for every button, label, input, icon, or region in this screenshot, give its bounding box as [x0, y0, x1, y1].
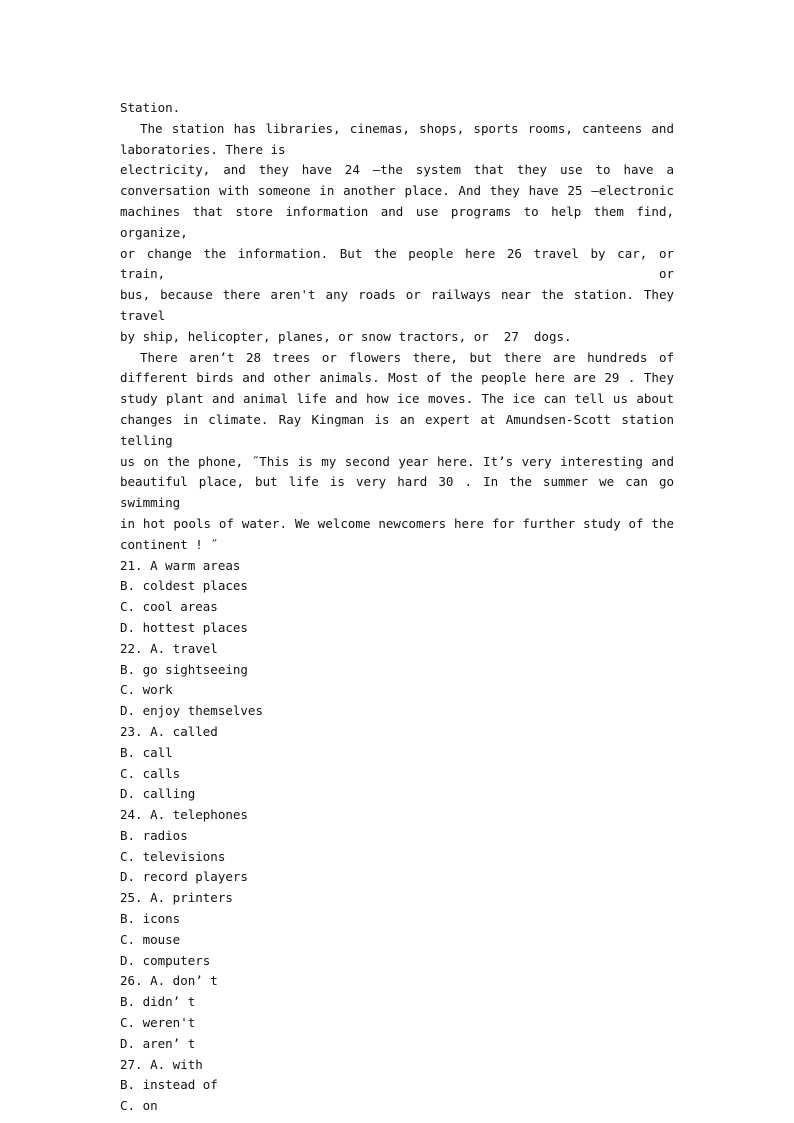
- option-b: B. icons: [120, 911, 181, 927]
- option-b: B. go sightseeing: [120, 661, 248, 677]
- option-c: C. calls: [120, 765, 181, 781]
- option-b: B. call: [120, 744, 173, 760]
- option-c: C. televisions: [120, 848, 226, 864]
- text-line: There aren’t 28 trees or flowers there, but there are hundreds of: [140, 349, 674, 365]
- document-page: [120, 98, 674, 1117]
- option-d: D. calling: [120, 786, 196, 802]
- text-line: changes in climate. Ray Kingman is an expert at Amundsen-Scott station telling: [120, 411, 674, 448]
- option-c: C. work: [120, 682, 173, 698]
- text-line: beautiful place, but life is very hard 30 . In the summer we can go swimming: [120, 474, 674, 511]
- option-c: C. cool areas: [120, 599, 218, 615]
- question-23: [120, 722, 674, 805]
- question-line: 27. A. with: [120, 1056, 203, 1072]
- paragraph-facilities: [120, 119, 674, 348]
- text-line: conversation with someone in another place. And they have 25 —electronic: [120, 183, 674, 199]
- text-line: Station.: [120, 100, 181, 115]
- text-line: electricity, and they have 24 —the system that they use to have a: [120, 162, 674, 178]
- option-c: C. mouse: [120, 931, 181, 947]
- option-b: B. radios: [120, 827, 188, 843]
- text-line: The station has libraries, cinemas, shops, sports rooms, canteens and: [140, 120, 674, 136]
- question-24: [120, 805, 674, 888]
- question-22: [120, 639, 674, 722]
- text-line: study plant and animal life and how ice moves. The ice can tell us about: [120, 391, 674, 407]
- option-b: B. didn’ t: [120, 994, 196, 1010]
- question-line: 24. A. telephones: [120, 807, 248, 823]
- text-line: in hot pools of water. We welcome newcomers here for further study of the: [120, 515, 674, 531]
- question-line: 22. A. travel: [120, 640, 218, 656]
- text-line: continent ! ˝: [120, 536, 218, 552]
- text-line: machines that store information and use programs to help them find, organize,: [120, 203, 674, 240]
- option-b: B. instead of: [120, 1077, 218, 1093]
- question-line: 21. A warm areas: [120, 557, 241, 573]
- question-26: [120, 971, 674, 1054]
- question-line: 23. A. called: [120, 723, 218, 739]
- question-line: 26. A. don’ t: [120, 973, 218, 989]
- option-b: B. coldest places: [120, 578, 248, 594]
- text-line: by ship, helicopter, planes, or snow tractors, or 27 dogs.: [120, 328, 572, 344]
- option-d: D. computers: [120, 952, 211, 968]
- text-line: or change the information. But the people here 26 travel by car, or train, or: [120, 245, 674, 282]
- question-list: [120, 556, 674, 1118]
- question-line: 25. A. printers: [120, 890, 233, 906]
- text-line: bus, because there aren't any roads or railways near the station. They travel: [120, 287, 674, 323]
- text-line: laboratories. There is: [120, 141, 286, 157]
- option-d: D. enjoy themselves: [120, 703, 263, 719]
- paragraph-wildlife: [120, 348, 674, 556]
- question-21: [120, 556, 674, 639]
- question-25: [120, 888, 674, 971]
- option-d: D. record players: [120, 869, 248, 885]
- paragraph-station: [120, 98, 674, 119]
- question-27: [120, 1055, 674, 1117]
- option-d: D. hottest places: [120, 619, 248, 635]
- text-line: different birds and other animals. Most of the people here are 29 . They: [120, 370, 674, 386]
- option-c: C. on: [120, 1098, 158, 1114]
- option-d: D. aren’ t: [120, 1035, 196, 1051]
- option-c: C. weren't: [120, 1015, 196, 1031]
- text-line: us on the phone, ˝This is my second year here. It’s very interesting and: [120, 453, 674, 469]
